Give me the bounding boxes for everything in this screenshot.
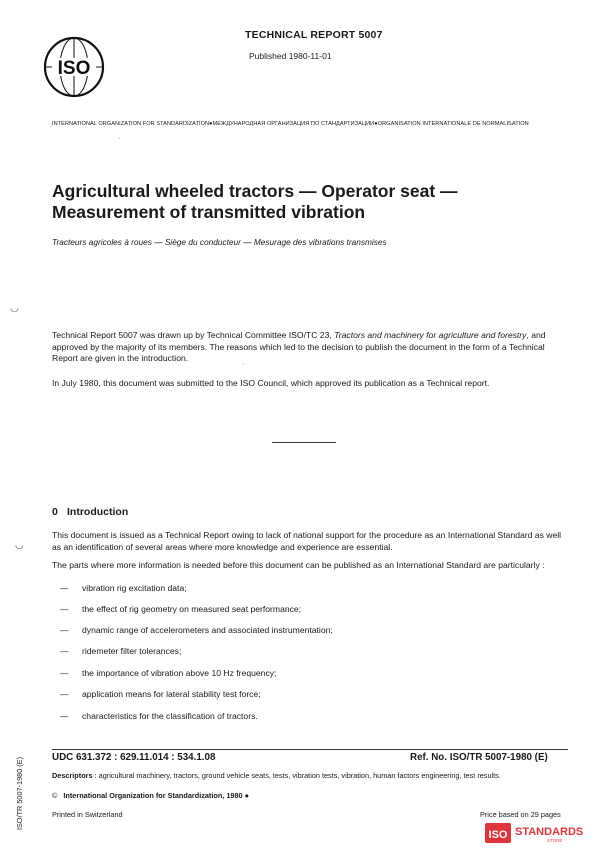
margin-mark-2: ◡ (15, 540, 24, 551)
reference-number: Ref. No. ISO/TR 5007-1980 (E) (410, 752, 548, 763)
preface-paragraph-1 (52, 330, 568, 365)
margin-mark: ◡ (10, 303, 19, 314)
descriptors-label: Descriptors (52, 771, 93, 780)
descriptors (52, 771, 501, 780)
copyright-text: International Organization for Standardization, 1980 ● (63, 791, 250, 800)
report-title: TECHNICAL REPORT 5007 (245, 29, 383, 41)
section-heading: Introduction (67, 506, 129, 518)
store-logo-text: ISO (488, 829, 508, 841)
title-line-2: Measurement of transmitted vibration (52, 202, 366, 222)
printed-in: Printed in Switzerland (52, 810, 123, 819)
section-number: 0 (52, 506, 58, 518)
committee-name: Tractors and machinery for agriculture and forestry (334, 330, 527, 340)
speck-mark: · (118, 135, 121, 142)
store-name: STANDARDS (515, 826, 584, 838)
iso-logo (43, 36, 105, 98)
document-title (52, 181, 572, 223)
french-title: Tracteurs agricoles à roues — Siège du conducteur — Mesurage des vibrations transmises (52, 237, 387, 247)
intro-paragraph-2: The parts where more information is needed before this document can be published as an International Standard are particularly : (52, 560, 545, 570)
side-reference-code: ISO/TR 5007-1980 (E) (15, 756, 24, 830)
title-line-1: Agricultural wheeled tractors — Operator seat — (52, 181, 458, 201)
iso-logo-text: ISO (57, 58, 91, 79)
organization-line: INTERNATIONAL ORGANIZATION FOR STANDARDIZATION●МЕЖДУНАРОДНАЯ ОРГАНИЗАЦИЯ ПО СТАНДАРТИЗАЦИИ●ORGANISATION INTERNATIONALE DE NORMALISATION (52, 121, 529, 127)
section-divider (272, 442, 336, 443)
intro-paragraph-1: This document is issued as a Technical Report owing to lack of national support for the procedure as an International Standard as well as an identification of several areas where more knowledge and experience are essential. (52, 530, 562, 552)
published-date: Published 1980-11-01 (249, 51, 332, 61)
preface-paragraph-2: In July 1980, this document was submitted to the ISO Council, which approved its publication as a Technical report. (52, 378, 490, 388)
store-sub: STORE (547, 838, 563, 843)
iso-standards-store-badge[interactable] (485, 822, 591, 844)
copyright-notice (52, 791, 249, 800)
descriptors-text: : agricultural machinery, tractors, ground vehicle seats, tests, vibration tests, vibration, human factors engineering, test results. (92, 771, 501, 780)
price-note: Price based on 29 pages (480, 810, 561, 819)
footer-rule (52, 749, 568, 750)
udc-code: UDC 631.372 : 629.11.014 : 534.1.08 (52, 752, 216, 763)
copyright-icon: © (52, 791, 58, 800)
preface-text-b: , and approved by the majority of its members. The reasons which led to the decision to publish the document in the form of a Technical Report are given in the introduction. (52, 330, 546, 364)
preface-text-a: Technical Report 5007 was drawn up by Technical Committee ISO/TC 23, (52, 330, 335, 340)
speck-mark-2: ' (243, 364, 245, 370)
